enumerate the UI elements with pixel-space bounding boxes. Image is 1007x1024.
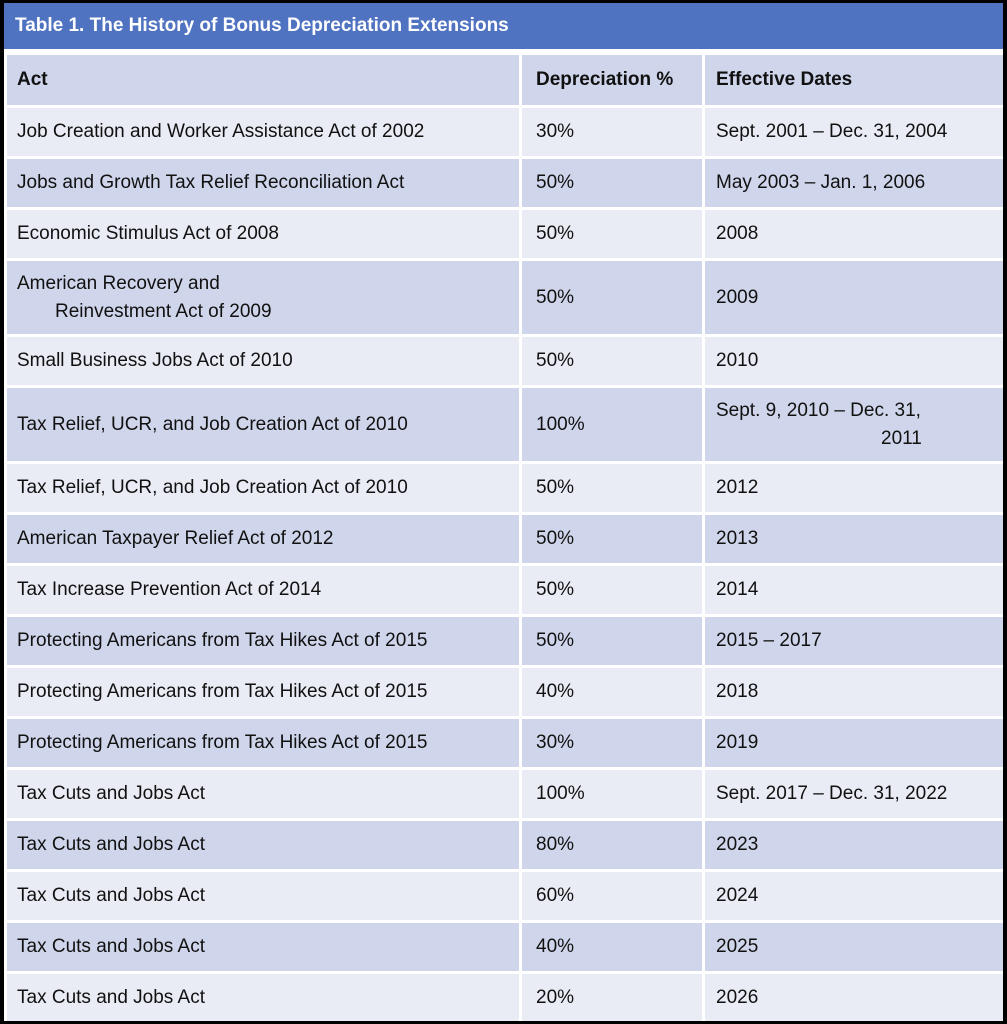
percent-cell: 50% bbox=[521, 158, 704, 209]
percent-cell: 50% bbox=[521, 514, 704, 565]
dates-cell: Sept. 2017 – Dec. 31, 2022 bbox=[704, 769, 1004, 820]
dates-cell: May 2003 – Jan. 1, 2006 bbox=[704, 158, 1004, 209]
act-cell: Job Creation and Worker Assistance Act of 2002 bbox=[6, 107, 521, 158]
act-cell: Small Business Jobs Act of 2010 bbox=[6, 336, 521, 387]
table-row bbox=[6, 260, 1004, 336]
table-row bbox=[6, 463, 1004, 514]
header-effective-dates: Effective Dates bbox=[704, 54, 1004, 107]
act-cell: American Taxpayer Relief Act of 2012 bbox=[6, 514, 521, 565]
percent-cell: 50% bbox=[521, 260, 704, 336]
table-title: Table 1. The History of Bonus Depreciation Extensions bbox=[4, 3, 1003, 49]
dates-line-2: 2011 bbox=[881, 427, 922, 449]
table-row bbox=[6, 209, 1004, 260]
table-row bbox=[6, 769, 1004, 820]
percent-cell: 50% bbox=[521, 565, 704, 616]
percent-cell: 50% bbox=[521, 616, 704, 667]
act-cell: Protecting Americans from Tax Hikes Act of 2015 bbox=[6, 616, 521, 667]
table-row bbox=[6, 336, 1004, 387]
table-row bbox=[6, 718, 1004, 769]
percent-cell: 50% bbox=[521, 209, 704, 260]
act-cell: Tax Cuts and Jobs Act bbox=[6, 973, 521, 1022]
table-row bbox=[6, 871, 1004, 922]
percent-cell: 60% bbox=[521, 871, 704, 922]
percent-cell: 100% bbox=[521, 769, 704, 820]
header-depreciation-percent: Depreciation % bbox=[521, 54, 704, 107]
dates-cell: 2009 bbox=[704, 260, 1004, 336]
table-row bbox=[6, 667, 1004, 718]
percent-cell: 20% bbox=[521, 973, 704, 1022]
dates-cell bbox=[704, 387, 1004, 463]
dates-cell: 2018 bbox=[704, 667, 1004, 718]
table-row bbox=[6, 922, 1004, 973]
bonus-depreciation-table bbox=[4, 52, 1003, 1021]
dates-cell: 2013 bbox=[704, 514, 1004, 565]
act-cell: Economic Stimulus Act of 2008 bbox=[6, 209, 521, 260]
table-row bbox=[6, 158, 1004, 209]
dates-cell: 2025 bbox=[704, 922, 1004, 973]
percent-cell: 50% bbox=[521, 463, 704, 514]
act-line-2: Reinvestment Act of 2009 bbox=[55, 300, 272, 322]
table-row bbox=[6, 616, 1004, 667]
dates-cell: 2023 bbox=[704, 820, 1004, 871]
header-row bbox=[6, 54, 1004, 107]
act-cell bbox=[6, 260, 521, 336]
dates-cell: 2024 bbox=[704, 871, 1004, 922]
act-cell: Tax Cuts and Jobs Act bbox=[6, 922, 521, 973]
header-act: Act bbox=[6, 54, 521, 107]
dates-cell: 2008 bbox=[704, 209, 1004, 260]
dates-line-1: Sept. 9, 2010 – Dec. 31, bbox=[716, 399, 921, 421]
table-row bbox=[6, 387, 1004, 463]
percent-cell: 40% bbox=[521, 667, 704, 718]
act-cell: Jobs and Growth Tax Relief Reconciliation Act bbox=[6, 158, 521, 209]
act-cell: Tax Cuts and Jobs Act bbox=[6, 871, 521, 922]
percent-cell: 40% bbox=[521, 922, 704, 973]
percent-cell: 80% bbox=[521, 820, 704, 871]
table-row bbox=[6, 820, 1004, 871]
dates-cell: 2010 bbox=[704, 336, 1004, 387]
table-row bbox=[6, 514, 1004, 565]
percent-cell: 30% bbox=[521, 718, 704, 769]
act-cell: Tax Cuts and Jobs Act bbox=[6, 769, 521, 820]
act-cell: Protecting Americans from Tax Hikes Act of 2015 bbox=[6, 667, 521, 718]
act-cell: Tax Increase Prevention Act of 2014 bbox=[6, 565, 521, 616]
dates-cell: 2012 bbox=[704, 463, 1004, 514]
act-line-1: American Recovery and bbox=[17, 272, 220, 294]
percent-cell: 30% bbox=[521, 107, 704, 158]
dates-cell: Sept. 2001 – Dec. 31, 2004 bbox=[704, 107, 1004, 158]
dates-cell: 2014 bbox=[704, 565, 1004, 616]
act-cell: Protecting Americans from Tax Hikes Act of 2015 bbox=[6, 718, 521, 769]
percent-cell: 100% bbox=[521, 387, 704, 463]
table-row bbox=[6, 565, 1004, 616]
dates-cell: 2026 bbox=[704, 973, 1004, 1022]
table-row bbox=[6, 973, 1004, 1022]
document-frame bbox=[4, 3, 1003, 1021]
dates-cell: 2019 bbox=[704, 718, 1004, 769]
act-cell: Tax Relief, UCR, and Job Creation Act of 2010 bbox=[6, 387, 521, 463]
percent-cell: 50% bbox=[521, 336, 704, 387]
dates-cell: 2015 – 2017 bbox=[704, 616, 1004, 667]
act-cell: Tax Cuts and Jobs Act bbox=[6, 820, 521, 871]
table-row bbox=[6, 107, 1004, 158]
act-cell: Tax Relief, UCR, and Job Creation Act of 2010 bbox=[6, 463, 521, 514]
